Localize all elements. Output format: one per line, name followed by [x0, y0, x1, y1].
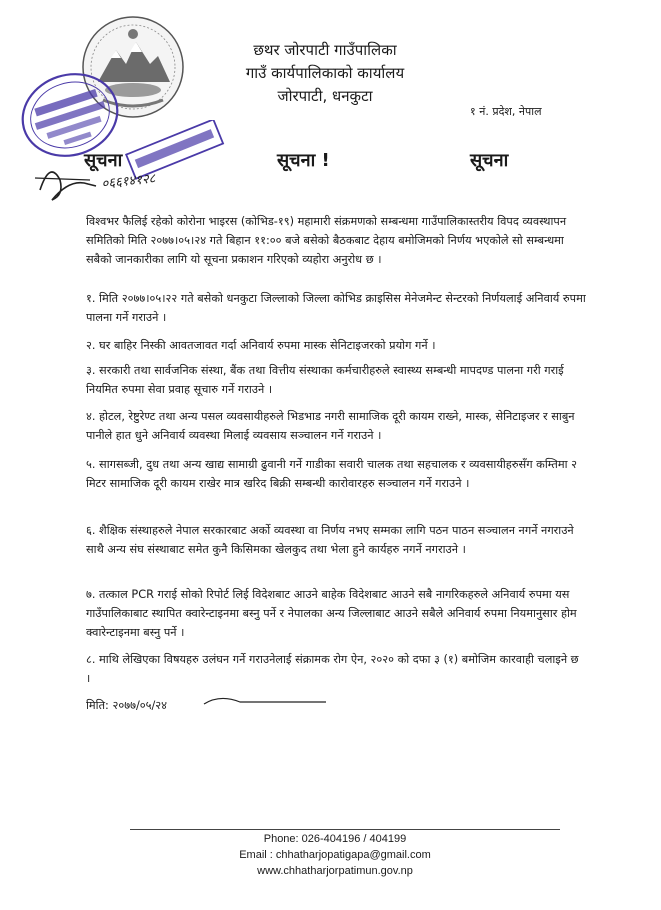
intro-paragraph: विश्वभर फैलिई रहेको कोरोना भाइरस (कोभिड-१९) महामारी संक्रमणको सम्बन्धमा गाउँपालिकास्तरीय विपद व्यवस्थापन समितिको मिति २०७७।०५।२४ गते बिहान ११:०० बजे बसेको बैठकबाट देहाय बमोजिमको निर्णय भएकोले सो सम्बन्धमा सबैको जानकारीका लागि यो सूचना प्रकाशन गरिएको व्यहोरा अनुरोध छ । — [86, 215, 567, 266]
decision-item-5: ५. सागसब्जी, दुध तथा अन्य खाद्य सामाग्री ढुवानी गर्ने गाडीका सवारी चालक तथा सहचालक र व्यवसायीहरुसँग कम्तिमा २ मिटर सामाजिक दूरी कायम राखेर मात्र खरिद बिक्री सम्बन्धी कारोवारहरु सञ्चालन गर्ने गराउने । — [86, 458, 578, 490]
notice-title-right: सूचना — [470, 150, 509, 171]
footer-email[interactable]: Email : chhatharjopatigapa@gmail.com — [239, 849, 431, 861]
notice-title-left: सूचना — [84, 150, 123, 171]
handwritten-signature-icon — [30, 150, 210, 210]
decision-item-8: ८. माथि लेखिएका विषयहरु उलंघन गर्ने गराउनेलाई संक्रामक रोग ऐन, २०२० को दफा ३ (१) बमोजिम कारवाही चलाइने छ । — [86, 653, 579, 685]
office-address: जोरपाटी, धनकुटा — [277, 87, 373, 105]
decision-item-3: ३. सरकारी तथा सार्वजनिक संस्था, बैंक तथा वित्तीय संस्थाका कर्मचारीहरुले स्वास्थ्य सम्बन्धी मापदण्ड पालना गरी गराई नियमित रुपमा सेवा प्रवाह सूचारु गर्ने गराउने । — [86, 364, 564, 396]
notice-title-center: सूचना ! — [277, 150, 330, 171]
footer-divider — [130, 829, 560, 830]
footer-website[interactable]: www.chhatharjorpatimun.gov.np — [257, 865, 413, 877]
province-label: १ नं. प्रदेश, नेपाल — [470, 105, 542, 118]
office-name: गाउँ कार्यपालिकाको कार्यालय — [245, 64, 405, 82]
decision-item-7: ७. तत्काल PCR गराई सोको रिपोर्ट लिई विदेशबाट आउने बाहेक विदेशबाट आउने सबै नागरिकहरुले अनिवार्य रुपमा यस गाउँपालिकाबाट स्थापित क्वारेन्टाइनमा बस्नु पर्ने र नेपालका अन्य जिल्लाबाट आउने सबैले अनिवार्य रुपमा नियमानुसार होम क्वारेन्टाइनमा बस्नु पर्ने । — [86, 588, 577, 639]
decision-item-1: १. मिति २०७७।०५।२२ गते बसेको धनकुटा जिल्लाको जिल्ला कोभिड क्राइसिस मेनेजमेन्ट सेन्टरको निर्णयलाई अनिवार्य रुपमा पालना गर्ने गराउने । — [86, 292, 586, 324]
signature-stroke-icon — [200, 690, 330, 720]
handwritten-number: ०६६१४१२८ — [100, 171, 157, 192]
municipality-name: छथर जोरपाटी गाउँपालिका — [253, 41, 397, 59]
notice-date: मिति: २०७७/०५/२४ — [86, 699, 168, 712]
decision-item-4: ४. होटल, रेष्टुरेण्ट तथा अन्य पसल व्यवसायीहरुले भिडभाड नगरी सामाजिक दूरी कायम राख्ने, मास्क, सेनिटाइजर र साबुन पानीले हात धुने अनिवार्य व्यवस्था मिलाई व्यवसाय सञ्चालन गर्ने गराउने । — [86, 410, 575, 442]
decision-item-6: ६. शैक्षिक संस्थाहरुले नेपाल सरकारबाट अर्को व्यवस्था वा निर्णय नभए सम्मका लागि पठन पाठन सञ्चालन नगर्ने नगराउने साथै अन्य संघ संस्थाबाट समेत कुनै किसिमका खेलकुद तथा भेला हुने कार्यहरु नगर्ने नगराउने । — [86, 524, 574, 556]
decision-item-2: २. घर बाहिर निस्की आवतजावत गर्दा अनिवार्य रुपमा मास्क सेनिटाइजरको प्रयोग गर्ने । — [86, 339, 436, 352]
footer-phone: Phone: 026-404196 / 404199 — [263, 833, 407, 845]
